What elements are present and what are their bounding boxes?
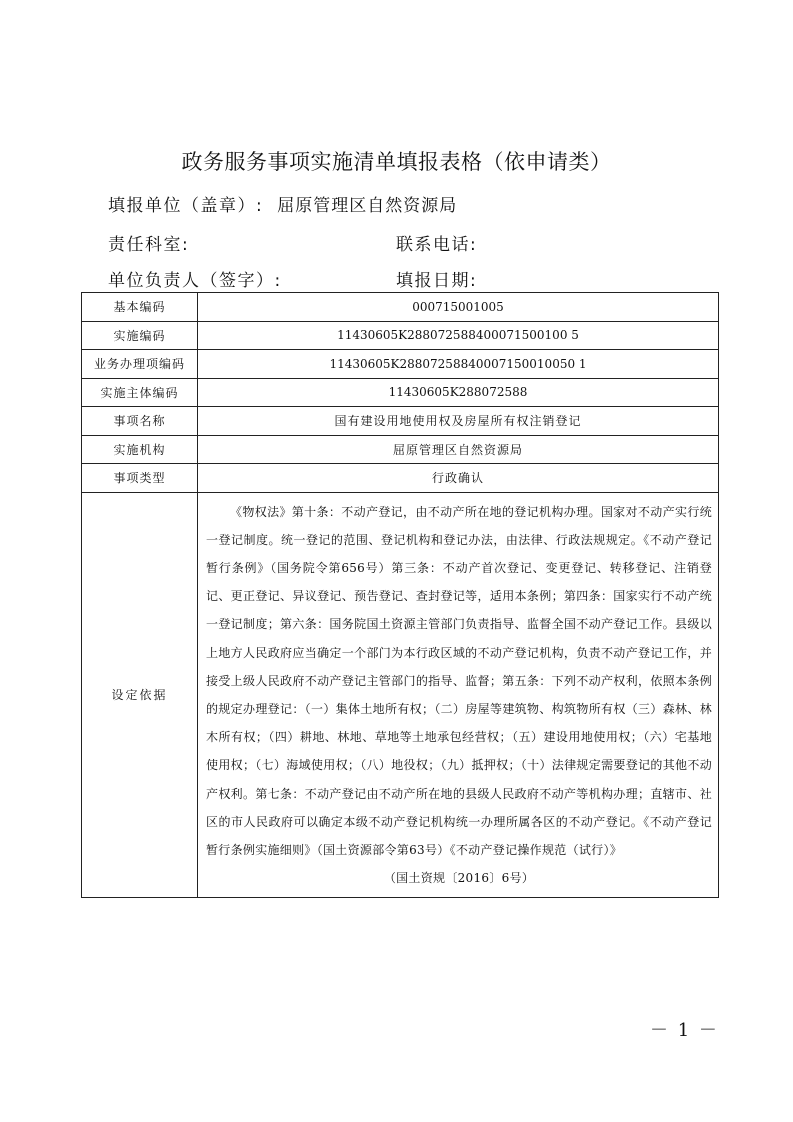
row-value-impl-code: 11430605K288072588400071500100 5 <box>198 321 719 350</box>
unit-head-line <box>108 266 282 291</box>
fill-date-line <box>396 266 477 291</box>
responsible-dept-label: 责任科室: <box>108 235 190 255</box>
table-row <box>82 321 719 350</box>
row-key-item-name: 事项名称 <box>82 407 198 436</box>
page-title: 政务服务事项实施清单填报表格（依申请类） <box>181 150 612 174</box>
responsible-dept-line <box>108 230 189 255</box>
row-key-legal-basis: 设定依据 <box>82 492 198 898</box>
row-value-subject-code: 11430605K288072588 <box>198 378 719 407</box>
row-key-business-code: 业务办理项编码 <box>82 350 198 379</box>
contact-phone-line <box>396 230 477 255</box>
filing-unit-label: 填报单位（盖章）: <box>108 196 264 216</box>
row-key-item-type: 事项类型 <box>82 464 198 493</box>
table-row <box>82 407 719 436</box>
row-key-basic-code: 基本编码 <box>82 293 198 322</box>
row-key-impl-code: 实施编码 <box>82 321 198 350</box>
legal-basis-text: 《物权法》第十条：不动产登记，由不动产所在地的登记机构办理。国家对不动产实行统一登记制度。统一登记的范围、登记机构和登记办法，由法律、行政法规规定。《不动产登记暂行条例》（国务院令第656号）第三条：不动产首次登记、变更登记、转移登记、注销登记、更正登记、异议登记、预告登记、查封登记等，适用本条例；第四条：国家实行不动产统一登记制度；第六条：国务院国土资源主管部门负责指导、监督全国不动产登记工作。县级以上地方人民政府应当确定一个部门为本行政区域的不动产登记机构，负责不动产登记工作，并接受上级人民政府不动产登记主管部门的指导、监督；第五条：下列不动产权利，依照本条例的规定办理登记：（一）集体土地所有权；（二）房屋等建筑物、构筑物所有权（三）森林、林木所有权；（四）耕地、林地、草地等土地承包经营权；（五）建设用地使用权；（六）宅基地使用权；（七）海域使用权；（八）地役权；（九）抵押权；（十）法律规定需要登记的其他不动产权利。第七条：不动产登记由不动产所在地的县级人民政府不动产等机构办理；直辖市、社区的市人民政府可以确定本级不动产登记机构统一办理所属各区的不动产登记。《不动产登记暂行条例实施细则》（国土资源部令第63号）《不动产登记操作规范（试行）》 <box>206 504 712 857</box>
table-row <box>82 464 719 493</box>
table-row-basis <box>82 492 719 898</box>
row-key-agency: 实施机构 <box>82 435 198 464</box>
row-key-subject-code: 实施主体编码 <box>82 378 198 407</box>
fill-date-label: 填报日期: <box>396 271 478 291</box>
row-value-legal-basis <box>198 492 719 898</box>
unit-head-label: 单位负责人（签字）: <box>108 271 282 291</box>
table-row <box>82 350 719 379</box>
row-value-item-type: 行政确认 <box>198 464 719 493</box>
item-table <box>81 292 719 898</box>
table-row <box>82 293 719 322</box>
row-value-business-code: 11430605K28807258840007150010050 1 <box>198 350 719 379</box>
filing-unit-value: 屈原管理区自然资源局 <box>277 196 458 216</box>
page-number: － 1 － <box>650 1020 719 1041</box>
table-row <box>82 378 719 407</box>
row-value-agency: 屈原管理区自然资源局 <box>198 435 719 464</box>
contact-phone-label: 联系电话: <box>396 235 478 255</box>
row-value-item-name: 国有建设用地使用权及房屋所有权注销登记 <box>198 407 719 436</box>
table-row <box>82 435 719 464</box>
filing-unit-line <box>108 191 457 216</box>
row-value-basic-code: 000715001005 <box>198 293 719 322</box>
legal-basis-text-end: （国土资规〔2016〕6号） <box>383 871 535 886</box>
